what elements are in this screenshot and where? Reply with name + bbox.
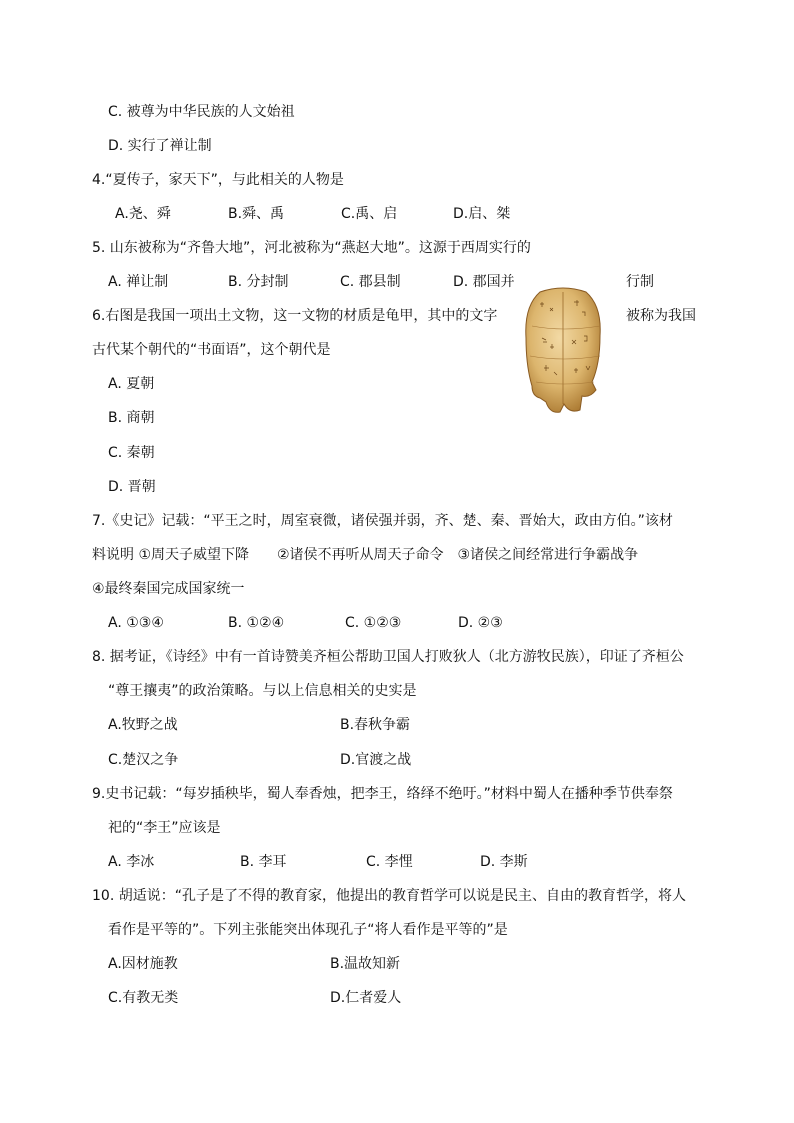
q7-line1: 7.《史记》记载：“平王之时，周室衰微，诸侯强并弱，齐、楚、秦、晋始大，政由方伯。”该材 (92, 513, 673, 529)
q6-option-b: B. 商朝 (108, 410, 155, 426)
q6-stem-left: 6.右图是我国一项出土文物，这一文物的材质是龟甲，其中的文字 (92, 308, 498, 324)
q9-option-c: C. 李悝 (366, 854, 413, 870)
q6-option-a: A. 夏朝 (108, 376, 155, 392)
q8-line1: 8. 据考证，《诗经》中有一首诗赞美齐桓公帮助卫国人打败狄人（北方游牧民族），印证了齐桓公 (92, 649, 684, 665)
q7-option-d: D. ②③ (458, 615, 503, 631)
q6-option-c: C. 秦朝 (108, 445, 155, 461)
q8-option-c: C.楚汉之争 (108, 752, 179, 768)
q9-option-a: A. 李冰 (108, 854, 155, 870)
q9-line1: 9.史书记载：“每岁插秧毕，蜀人奉香烛，把李王，络绎不绝吁。”材料中蜀人在播种季节供奉祭 (92, 786, 673, 802)
q6-option-d: D. 晋朝 (108, 479, 156, 495)
q10-option-a: A.因材施教 (108, 956, 178, 972)
q5-option-d-continued: 行制 (626, 274, 654, 290)
q7-option-b: B. ①②④ (228, 615, 285, 631)
q4-option-a: A.尧、舜 (115, 206, 171, 222)
q4-option-b: B.舜、禹 (228, 206, 285, 222)
q10-line2: 看作是平等的”。下列主张能突出体现孔子“将人看作是平等的”是 (108, 922, 508, 938)
q9-option-b: B. 李耳 (240, 854, 287, 870)
q5-option-b: B. 分封制 (228, 274, 289, 290)
q10-line1: 10. 胡适说：“孔子是了不得的教育家，他提出的教育哲学可以说是民主、自由的教育哲学，将人 (92, 888, 686, 904)
q5-option-a: A. 禅让制 (108, 274, 169, 290)
q8-option-a: A.牧野之战 (108, 717, 178, 733)
q3-option-c: C. 被尊为中华民族的人文始祖 (108, 104, 295, 120)
q4-option-d: D.启、桀 (453, 206, 511, 222)
q7-option-c: C. ①②③ (345, 615, 402, 631)
q9-line2: 祀的“李王”应该是 (108, 820, 221, 836)
q9-option-d: D. 李斯 (480, 854, 528, 870)
q6-stem-right: 被称为我国 (626, 308, 696, 324)
q8-line2: “尊王攘夷”的政治策略。与以上信息相关的史实是 (108, 683, 417, 699)
q8-option-b: B.春秋争霸 (340, 717, 411, 733)
q3-option-d: D. 实行了禅让制 (108, 138, 212, 154)
q5-option-c: C. 郡县制 (340, 274, 401, 290)
q8-option-d: D.官渡之战 (340, 752, 412, 768)
q7-option-a: A. ①③④ (108, 615, 164, 631)
q5-stem: 5. 山东被称为“齐鲁大地”，河北被称为“燕赵大地”。这源于西周实行的 (92, 240, 531, 256)
q4-option-c: C.禹、启 (341, 206, 398, 222)
q10-option-b: B.温故知新 (330, 956, 401, 972)
q7-line2: 料说明 ①周天子威望下降 ②诸侯不再听从周天子命令 ③诸侯之间经常进行争霸战争 (92, 547, 639, 563)
oracle-bone-turtle-shell-icon (520, 286, 606, 416)
q5-option-d: D. 郡国并 (453, 274, 515, 290)
q4-stem: 4.“夏传子，家天下”，与此相关的人物是 (92, 172, 344, 188)
q10-option-d: D.仁者爱人 (330, 990, 402, 1006)
q10-option-c: C.有教无类 (108, 990, 179, 1006)
q7-line3: ④最终秦国完成国家统一 (92, 581, 245, 597)
q6-stem-line2: 古代某个朝代的“书面语”，这个朝代是 (92, 342, 331, 358)
